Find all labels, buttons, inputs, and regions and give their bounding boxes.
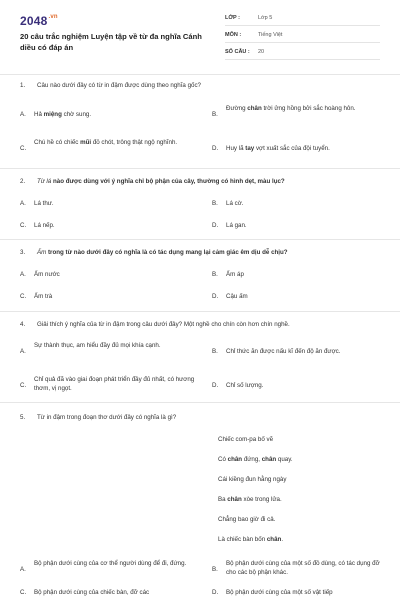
option-letter: A.	[20, 271, 26, 278]
poem-line	[218, 475, 293, 495]
option-text: Lá thư.	[34, 200, 54, 207]
poem-text: Ba	[218, 496, 228, 503]
question-text	[20, 320, 390, 330]
poem-text: Chiếc com-pa bố vẽ	[218, 436, 274, 443]
poem-bold-word: chân	[227, 456, 243, 463]
option-text: Chỉ thức ăn được nấu kĩ đến độ ăn được.	[226, 348, 341, 355]
poem-text: Có	[218, 456, 228, 463]
question-number: 3.	[20, 249, 26, 256]
option-letter: B.	[212, 111, 218, 118]
poem-text: Là chiếc bàn bốn	[218, 536, 267, 543]
poem-line	[218, 535, 293, 555]
document-title: 20 câu trắc nghiệm Luyện tập về từ đa nghĩa Cánh diều có đáp án	[20, 32, 202, 52]
option-text-part: đỏ chót, trông thật ngộ nghĩnh.	[91, 139, 178, 146]
option-4c[interactable]	[20, 375, 200, 395]
option-1b[interactable]	[212, 104, 382, 124]
question-number: 4.	[20, 321, 26, 328]
option-5b[interactable]	[212, 559, 387, 579]
option-text-part: chờ sung.	[61, 111, 92, 118]
question-text	[20, 81, 390, 91]
option-letter: A.	[20, 348, 26, 355]
meta-value: Lớp 5	[258, 15, 273, 21]
option-text	[226, 144, 386, 153]
question-word: Ấm	[37, 249, 47, 256]
option-letter: C.	[20, 293, 27, 300]
option-text-part: Đường	[226, 105, 248, 112]
question-prompt: Từ in đậm trong đoạn thơ dưới đây có nghĩa là gì?	[37, 414, 177, 421]
option-4a[interactable]	[20, 341, 200, 361]
logo-suffix: .vn	[48, 14, 58, 20]
option-text: Sự thành thục, am hiểu đầy đủ mọi khía cạnh.	[34, 342, 161, 349]
divider	[0, 402, 400, 403]
meta-value: 20	[258, 49, 265, 55]
site-logo[interactable]	[20, 14, 58, 28]
poem-line	[218, 495, 293, 515]
option-letter: C.	[20, 222, 27, 229]
option-text-part: Huy lã	[226, 145, 246, 152]
question-emph-word: lá	[44, 178, 53, 185]
question-number: 5.	[20, 414, 26, 421]
question-text	[20, 248, 390, 258]
question-prompt: trong từ nào dưới đây có nghĩa là có tác dụng mang lại cảm giác êm dịu dễ chịu?	[46, 249, 288, 256]
meta-label: SỐ CÂU :	[225, 49, 250, 55]
divider	[0, 168, 400, 169]
option-bold-word: mũi	[80, 139, 92, 146]
question-number: 1.	[20, 82, 26, 89]
option-letter: B.	[212, 566, 218, 573]
option-text	[34, 110, 91, 119]
poem-text: .	[281, 536, 284, 543]
option-text: Ấm nước	[34, 271, 60, 278]
option-letter: B.	[212, 200, 218, 207]
option-text: Ấm áp	[226, 271, 244, 278]
question-prompt: nào được dùng với ý nghĩa chỉ bộ phận của cây, thường có hình dẹt, màu lục?	[52, 178, 285, 185]
meta-row-subject	[225, 31, 380, 43]
poem-line	[218, 515, 293, 535]
poem-bold-word: chân	[266, 536, 282, 543]
poem-bold-word: chân	[261, 456, 277, 463]
question-prompt: Câu nào dưới đây có từ in đậm được dùng theo nghĩa gốc?	[37, 82, 201, 89]
option-letter: A.	[20, 200, 26, 207]
option-text: Chỉ quả đã vào giai đoạn phát triển đầy đủ nhất, có hương thơm, vị ngọt.	[34, 376, 195, 392]
poem-text: đứng,	[242, 456, 262, 463]
option-1c[interactable]	[20, 138, 200, 158]
option-letter: C.	[20, 589, 27, 596]
option-text-part: Hả	[34, 111, 44, 118]
poem-excerpt	[218, 435, 293, 555]
option-text-part: Chú hề có chiếc	[34, 139, 81, 146]
option-letter: B.	[212, 348, 218, 355]
option-text: Lá nếp.	[34, 222, 55, 229]
meta-panel	[225, 14, 380, 65]
option-text: Bộ phận dưới cùng của một số vật tiếp	[226, 589, 333, 596]
poem-bold-word: chân	[227, 496, 242, 503]
option-text-part: vợt xuất sắc của đội tuyển.	[254, 145, 330, 152]
meta-label: MÔN :	[225, 32, 242, 38]
poem-text: xòe trong lửa.	[241, 496, 282, 503]
question-3	[20, 248, 390, 258]
option-letter: D.	[212, 293, 219, 300]
question-2	[20, 177, 390, 187]
option-text: Bộ phận dưới cùng của chiếc bàn, đỡ các	[34, 589, 150, 596]
option-text: Bộ phận dưới cùng của một số đồ dùng, có tác dụng đỡ cho các bộ phận khác.	[226, 560, 380, 576]
document-header	[0, 0, 400, 70]
question-5	[20, 413, 390, 423]
option-letter: C.	[20, 382, 27, 389]
question-prompt: Giải thích ý nghĩa của từ in đậm trong câu dưới đây? Một nghề cho chín còn hơn chín nghề.	[37, 321, 290, 328]
option-letter: A.	[20, 111, 26, 118]
option-bold-word: chân	[247, 105, 262, 112]
option-text: Lá gan.	[226, 222, 247, 229]
question-word: Từ	[37, 178, 45, 185]
logo-text: 2048	[20, 14, 48, 28]
meta-row-count	[225, 48, 380, 60]
poem-text: Cái kiềng đun hằng ngày	[218, 476, 287, 483]
divider	[0, 311, 400, 312]
option-text	[34, 138, 194, 147]
option-text: Bộ phận dưới cùng của cơ thể người dùng để đi, đứng.	[34, 560, 187, 567]
question-4	[20, 320, 390, 330]
option-text: Chỉ số lượng.	[226, 382, 264, 389]
option-text: Ấm trà	[34, 293, 53, 300]
option-letter: D.	[212, 589, 219, 596]
question-text	[20, 413, 390, 423]
option-text: Cậu ấm	[226, 293, 248, 300]
meta-label: LỚP :	[225, 15, 240, 21]
option-letter: B.	[212, 271, 218, 278]
question-1	[20, 81, 390, 91]
option-text: Lá cờ.	[226, 200, 244, 207]
poem-line	[218, 455, 293, 475]
divider	[0, 74, 400, 75]
poem-text: quay.	[276, 456, 293, 463]
option-5a[interactable]	[20, 559, 205, 579]
option-letter: A.	[20, 566, 26, 573]
option-bold-word: miệng	[43, 111, 62, 118]
question-text	[20, 177, 390, 187]
question-number: 2.	[20, 178, 26, 185]
divider	[0, 239, 400, 240]
option-text	[226, 104, 376, 113]
meta-row-class	[225, 14, 380, 26]
option-bold-word: tay	[245, 145, 255, 152]
option-letter: D.	[212, 382, 219, 389]
meta-value: Tiếng Việt	[258, 32, 283, 38]
option-letter: C.	[20, 145, 27, 152]
option-text-part: trời ửng hồng bởi sắc hoàng hôn.	[261, 105, 356, 112]
poem-text: Chẳng bao giờ đi cả.	[218, 516, 276, 523]
option-letter: D.	[212, 145, 219, 152]
option-letter: D.	[212, 222, 219, 229]
poem-line	[218, 435, 293, 455]
